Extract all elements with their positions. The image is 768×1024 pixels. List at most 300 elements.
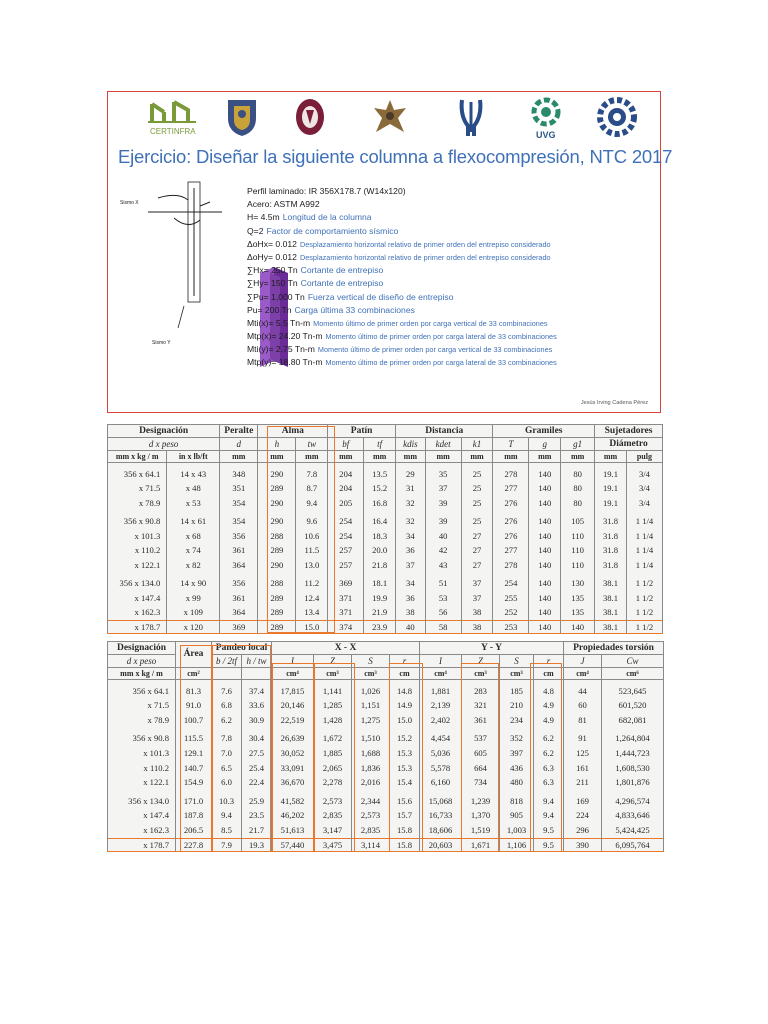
table-cell: 7.8 <box>296 467 328 482</box>
table-cell: 30.9 <box>242 713 272 728</box>
table-cell: 288 <box>258 529 296 544</box>
table-cell: 206.5 <box>176 823 212 838</box>
table-cell: 2,016 <box>352 775 390 790</box>
param-mti-y: Mti(y)= 2.75 Tn-m Momento último de primer orden por carga vertical de 33 combinaciones <box>247 344 553 355</box>
header-alma: Alma <box>258 425 328 438</box>
table-cell: 25 <box>461 514 493 529</box>
table-cell: 185 <box>500 684 534 699</box>
subheader-cell: Z <box>314 654 352 667</box>
table-cell: 140 <box>529 576 561 591</box>
table-cell: 605 <box>462 746 500 761</box>
table-cell: x 74 <box>167 543 220 558</box>
table-cell: 682,081 <box>602 713 664 728</box>
unit-cell: mm <box>493 450 529 462</box>
table-cell: 321 <box>462 698 500 713</box>
slide-title: Ejercicio: Diseñar la siguiente columna a flexocompresión, NTC 2017 <box>118 146 673 167</box>
table-cell: 9.6 <box>296 514 328 529</box>
table-cell: 10.3 <box>212 794 242 809</box>
table-cell: 14.9 <box>390 698 420 713</box>
unit-cell: pulg <box>626 450 662 462</box>
selected-cell: 289 <box>258 620 296 633</box>
selected-cell: 1,671 <box>462 838 500 851</box>
table-cell: 4,454 <box>420 731 462 746</box>
unit-cell: cm <box>534 667 564 679</box>
table-cell: 27.5 <box>242 746 272 761</box>
table-cell: 91 <box>564 731 602 746</box>
subheader-d-x-peso-2: d x peso <box>108 654 176 667</box>
table-cell: 25 <box>461 467 493 482</box>
table-cell: 154.9 <box>176 775 212 790</box>
subheader-k1: k1 <box>461 437 493 450</box>
table-cell: 31.8 <box>595 514 627 529</box>
table-cell: x 71.5 <box>108 481 167 496</box>
table-cell: 38 <box>461 605 493 620</box>
param-h: H= 4.5m Longitud de la columna <box>247 212 372 223</box>
table-cell: 36 <box>396 543 426 558</box>
header-sujetadores: Sujetadores <box>595 425 663 438</box>
param-sum-hx: ∑Hx= 250 Tn Cortante de entrepiso <box>247 265 384 276</box>
unit-cell: mm <box>461 450 493 462</box>
table-cell: 9.4 <box>534 794 564 809</box>
table-cell: 278 <box>493 467 529 482</box>
table-cell: 369 <box>328 576 364 591</box>
subheader-cell: I <box>272 654 314 667</box>
table-cell: 277 <box>493 543 529 558</box>
unit-cell: cm <box>390 667 420 679</box>
table-cell: 115.5 <box>176 731 212 746</box>
table-cell: 140 <box>529 529 561 544</box>
logo-row <box>108 94 660 140</box>
table-cell: 140 <box>529 467 561 482</box>
table-row <box>108 731 664 746</box>
table-cell: 43 <box>425 558 461 573</box>
table-cell: 254 <box>493 576 529 591</box>
unit-cell: mm <box>220 450 258 462</box>
selected-cell: 7.9 <box>212 838 242 851</box>
selected-cell: 6,095,764 <box>602 838 664 851</box>
table-cell: 15.8 <box>390 823 420 838</box>
table-cell: 42 <box>425 543 461 558</box>
exercise-slide <box>107 91 673 413</box>
subheader-tw: tw <box>296 437 328 450</box>
table-cell: 13.0 <box>296 558 328 573</box>
param-perfil: Perfil laminado: IR 356X178.7 (W14x120) <box>247 186 406 196</box>
table-cell: 17,815 <box>272 684 314 699</box>
table-cell: 53 <box>425 591 461 606</box>
table-cell: 1,672 <box>314 731 352 746</box>
table-row <box>108 775 664 790</box>
table-cell: 3,147 <box>314 823 352 838</box>
unit-cell: cm⁴ <box>272 667 314 679</box>
table-cell: 601,520 <box>602 698 664 713</box>
table-cell: x 162.3 <box>108 823 176 838</box>
table-cell: 1,608,530 <box>602 761 664 776</box>
param-pu: Pu= 200 Tn Carga última 33 combinaciones <box>247 304 415 315</box>
selected-cell: 227.8 <box>176 838 212 851</box>
table-cell: x 110.2 <box>108 543 167 558</box>
selected-cell: 23.9 <box>364 620 396 633</box>
table-cell: 31.8 <box>595 529 627 544</box>
table-cell: 296 <box>564 823 602 838</box>
table-cell: 10.6 <box>296 529 328 544</box>
table-cell: 356 x 64.1 <box>108 467 167 482</box>
gear-seal-icon <box>596 96 638 138</box>
unit-cell: cm³ <box>352 667 390 679</box>
table-cell: x 78.9 <box>108 496 167 511</box>
table-cell: 1,370 <box>462 808 500 823</box>
table-cell: 1,444,723 <box>602 746 664 761</box>
unit-cell: mm <box>425 450 461 462</box>
table-cell: 6.3 <box>534 761 564 776</box>
certinfra-logo-text: CERTINFRA <box>150 127 196 136</box>
table-cell: 37.4 <box>242 684 272 699</box>
subheader-cell: I <box>420 654 462 667</box>
table-cell: 15.3 <box>390 746 420 761</box>
selected-row-w14x120 <box>108 620 663 633</box>
table-cell: 30,052 <box>272 746 314 761</box>
table-cell: 140 <box>529 514 561 529</box>
table-cell: 140 <box>529 543 561 558</box>
table-cell: 1,285 <box>314 698 352 713</box>
table-cell: 11.5 <box>296 543 328 558</box>
selected-cell: x 120 <box>167 620 220 633</box>
table-cell: 210 <box>500 698 534 713</box>
table-cell: 1 1/4 <box>626 558 662 573</box>
table-cell: 1,003 <box>500 823 534 838</box>
table-cell: 14 x 61 <box>167 514 220 529</box>
table-cell: 436 <box>500 761 534 776</box>
table-cell: 288 <box>258 576 296 591</box>
uvg-logo-icon <box>526 96 566 140</box>
table-cell: x 122.1 <box>108 558 167 573</box>
table-cell: 12.4 <box>296 591 328 606</box>
unit-cell: mm x kg / m <box>108 667 176 679</box>
table-cell: 1,881 <box>420 684 462 699</box>
table-cell: 15.3 <box>390 761 420 776</box>
table-cell: 27 <box>461 543 493 558</box>
table-cell: 91.0 <box>176 698 212 713</box>
table-cell: 1,428 <box>314 713 352 728</box>
param-mti-x: Mti(x)= 5.5 Tn-m Momento último de primer orden por carga vertical de 33 combinaciones <box>247 317 548 328</box>
table-cell: 110 <box>561 529 595 544</box>
selected-cell: 140 <box>561 620 595 633</box>
table-cell: 7.8 <box>212 731 242 746</box>
table-cell: 135 <box>561 591 595 606</box>
table-row <box>108 684 664 699</box>
table-cell: 80 <box>561 496 595 511</box>
table-cell: 14 x 90 <box>167 576 220 591</box>
table-cell: 2,278 <box>314 775 352 790</box>
table-cell: 2,573 <box>314 794 352 809</box>
table-cell: 254 <box>328 514 364 529</box>
table-cell: 1,801,876 <box>602 775 664 790</box>
header-xx: X - X <box>272 642 420 655</box>
table-cell: 40 <box>425 529 461 544</box>
selected-cell: 3,475 <box>314 838 352 851</box>
selected-cell: 15.0 <box>296 620 328 633</box>
table-cell: 276 <box>493 496 529 511</box>
selected-cell: 140 <box>529 620 561 633</box>
table-cell: 140.7 <box>176 761 212 776</box>
table-cell: 140 <box>529 591 561 606</box>
table-cell: 9.5 <box>534 823 564 838</box>
table-cell: 18,606 <box>420 823 462 838</box>
table-cell: 6.2 <box>534 731 564 746</box>
table-row <box>108 746 664 761</box>
unit-cell: cm² <box>176 667 212 679</box>
table-row <box>108 514 663 529</box>
unit-cell: cm⁶ <box>602 667 664 679</box>
properties-table <box>107 641 663 852</box>
table-cell: 8.5 <box>212 823 242 838</box>
table-cell: 60 <box>564 698 602 713</box>
table-row <box>108 808 664 823</box>
subheader-t: T <box>493 437 529 450</box>
selected-cell: 57,440 <box>272 838 314 851</box>
unit-cell: in x lb/ft <box>167 450 220 462</box>
table-cell: 1 1/4 <box>626 529 662 544</box>
table-cell: 480 <box>500 775 534 790</box>
table-cell: 224 <box>564 808 602 823</box>
header-designacion: Designación <box>108 425 220 438</box>
table-cell: 356 x 64.1 <box>108 684 176 699</box>
table-cell: 2,065 <box>314 761 352 776</box>
table-row <box>108 794 664 809</box>
table-cell: 523,645 <box>602 684 664 699</box>
param-acero: Acero: ASTM A992 <box>247 199 320 210</box>
header-gramiles: Gramiles <box>493 425 595 438</box>
unit-cell-empty <box>212 667 242 679</box>
table-cell: 290 <box>258 467 296 482</box>
torch-emblem-icon <box>454 96 488 138</box>
table-cell: 356 <box>220 529 258 544</box>
table-cell: 734 <box>462 775 500 790</box>
table-cell: x 48 <box>167 481 220 496</box>
table-cell: 354 <box>220 496 258 511</box>
header-torsion: Propiedades torsión <box>564 642 664 655</box>
table-cell: 169 <box>564 794 602 809</box>
table-cell: 361 <box>220 543 258 558</box>
table-cell: 2,835 <box>314 808 352 823</box>
table-cell: 537 <box>462 731 500 746</box>
table-cell: 19.9 <box>364 591 396 606</box>
table-cell: 1,151 <box>352 698 390 713</box>
table-cell: 187.8 <box>176 808 212 823</box>
table-cell: 277 <box>493 481 529 496</box>
table-cell: 1,519 <box>462 823 500 838</box>
table-cell: 15.4 <box>390 775 420 790</box>
selected-cell: 3,114 <box>352 838 390 851</box>
table-cell: 140 <box>529 558 561 573</box>
table-cell: 22,519 <box>272 713 314 728</box>
table-cell: x 101.3 <box>108 529 167 544</box>
author-credit: Jesús Irving Cadena Pérez <box>580 400 648 406</box>
table-cell: 39 <box>425 514 461 529</box>
table-cell: 32 <box>396 514 426 529</box>
subheader-cell: Z <box>462 654 500 667</box>
table-cell: 1 1/2 <box>626 576 662 591</box>
table-cell: 364 <box>220 605 258 620</box>
table-cell: 36,670 <box>272 775 314 790</box>
table-cell: 38.1 <box>595 576 627 591</box>
table-cell: 19.1 <box>595 496 627 511</box>
parameter-list <box>247 185 659 370</box>
table-cell: 18.3 <box>364 529 396 544</box>
table-cell: 2,139 <box>420 698 462 713</box>
table-cell: 1,275 <box>352 713 390 728</box>
unam-seal-icon <box>222 96 262 138</box>
table-cell: x 99 <box>167 591 220 606</box>
table-cell: x 101.3 <box>108 746 176 761</box>
subheader-d-x-peso: d x peso <box>108 437 220 450</box>
table-cell: 16.4 <box>364 514 396 529</box>
table-cell: 38.1 <box>595 605 627 620</box>
selected-row-w14x120 <box>108 838 664 851</box>
table-cell: 25.9 <box>242 794 272 809</box>
table-cell: 16.8 <box>364 496 396 511</box>
table-cell: 38.1 <box>595 591 627 606</box>
header-designacion-2: Designación <box>108 642 176 655</box>
table-cell: 5,036 <box>420 746 462 761</box>
table-cell: 361 <box>220 591 258 606</box>
table-cell: x 82 <box>167 558 220 573</box>
unit-cell: cm³ <box>462 667 500 679</box>
table-cell: x 78.9 <box>108 713 176 728</box>
table-cell: 254 <box>328 529 364 544</box>
table-cell: 4.9 <box>534 713 564 728</box>
selected-cell: 15.8 <box>390 838 420 851</box>
table-cell: 204 <box>328 467 364 482</box>
table-cell: 105 <box>561 514 595 529</box>
table-cell: 31 <box>396 481 426 496</box>
unit-cell: mm <box>561 450 595 462</box>
table-cell: x 147.4 <box>108 591 167 606</box>
table-cell: 290 <box>258 558 296 573</box>
table-cell: 125 <box>564 746 602 761</box>
subheader-cell: r <box>534 654 564 667</box>
table-cell: 1 1/4 <box>626 543 662 558</box>
table-cell: x 71.5 <box>108 698 176 713</box>
table-cell: 37 <box>461 591 493 606</box>
unit-cell: mm <box>258 450 296 462</box>
table-cell: 51,613 <box>272 823 314 838</box>
table-cell: 30.4 <box>242 731 272 746</box>
table-cell: 352 <box>500 731 534 746</box>
unit-cell: mm <box>296 450 328 462</box>
subheader-diametro: Diámetro <box>595 437 663 450</box>
table-cell: 15.6 <box>390 794 420 809</box>
table-cell: 255 <box>493 591 529 606</box>
subheader-tf: tf <box>364 437 396 450</box>
table-cell: 6.0 <box>212 775 242 790</box>
table-row <box>108 823 664 838</box>
selected-cell: x 178.7 <box>108 838 176 851</box>
table-cell: 6.2 <box>212 713 242 728</box>
subheader-cell: S <box>500 654 534 667</box>
table-cell: 2,402 <box>420 713 462 728</box>
table-cell: 397 <box>500 746 534 761</box>
table-cell: 46,202 <box>272 808 314 823</box>
subheader-bf: bf <box>328 437 364 450</box>
selected-cell: 9.5 <box>534 838 564 851</box>
table-cell: 27 <box>461 558 493 573</box>
table-cell: 234 <box>500 713 534 728</box>
table-row <box>108 761 664 776</box>
table-cell: 1,688 <box>352 746 390 761</box>
table-cell: 1,026 <box>352 684 390 699</box>
param-sum-hy: ∑Hy= 150 Tn Cortante de entrepiso <box>247 278 384 289</box>
table-row <box>108 698 664 713</box>
table-row <box>108 467 663 482</box>
table-cell: 32 <box>396 496 426 511</box>
table-cell: 356 x 134.0 <box>108 794 176 809</box>
table-cell: 15,068 <box>420 794 462 809</box>
table-cell: 6.8 <box>212 698 242 713</box>
table-cell: 29 <box>396 467 426 482</box>
table-cell: 6.2 <box>534 746 564 761</box>
table-cell: 2,573 <box>352 808 390 823</box>
table-cell: 3/4 <box>626 481 662 496</box>
table-cell: 37 <box>461 576 493 591</box>
table-cell: 4,833,646 <box>602 808 664 823</box>
sismo-x-label: Sismo X <box>120 200 139 206</box>
table-cell: 81.3 <box>176 684 212 699</box>
table-cell: 289 <box>258 591 296 606</box>
table-cell: 15.0 <box>390 713 420 728</box>
table-cell: 13.4 <box>296 605 328 620</box>
table-cell: 140 <box>529 481 561 496</box>
table-cell: 100.7 <box>176 713 212 728</box>
table-cell: 41,582 <box>272 794 314 809</box>
table-cell: 6,160 <box>420 775 462 790</box>
table-cell: x 162.3 <box>108 605 167 620</box>
table-cell: 110 <box>561 543 595 558</box>
table-cell: 19.1 <box>595 481 627 496</box>
unit-cell: mm <box>364 450 396 462</box>
selected-cell: x 178.7 <box>108 620 167 633</box>
table-cell: 51 <box>425 576 461 591</box>
table-cell: 361 <box>462 713 500 728</box>
subheader-cell: r <box>390 654 420 667</box>
table-row <box>108 481 663 496</box>
unit-cell-empty <box>242 667 272 679</box>
table-cell: 278 <box>493 558 529 573</box>
subheader-cell: Cw <box>602 654 664 667</box>
selected-cell: 1 1/2 <box>626 620 662 633</box>
ipn-seal-icon <box>290 96 330 138</box>
table-cell: 34 <box>396 529 426 544</box>
table-cell: 289 <box>258 605 296 620</box>
table-cell: 21.7 <box>242 823 272 838</box>
table-cell: 9.4 <box>534 808 564 823</box>
unit-cell: mm <box>595 450 627 462</box>
table-cell: 25.4 <box>242 761 272 776</box>
table-cell: 15.7 <box>390 808 420 823</box>
table-cell: 135 <box>561 605 595 620</box>
table-cell: 5,424,425 <box>602 823 664 838</box>
subheader-cell: h / tw <box>242 654 272 667</box>
table-cell: 1,885 <box>314 746 352 761</box>
table-row <box>108 558 663 573</box>
table-cell: 6.3 <box>534 775 564 790</box>
unit-cell: mm <box>529 450 561 462</box>
table-cell: 27 <box>461 529 493 544</box>
table-cell: 348 <box>220 467 258 482</box>
table-cell: 205 <box>328 496 364 511</box>
table-cell: 22.4 <box>242 775 272 790</box>
dimensions-table <box>107 424 663 634</box>
table-cell: 34 <box>396 576 426 591</box>
